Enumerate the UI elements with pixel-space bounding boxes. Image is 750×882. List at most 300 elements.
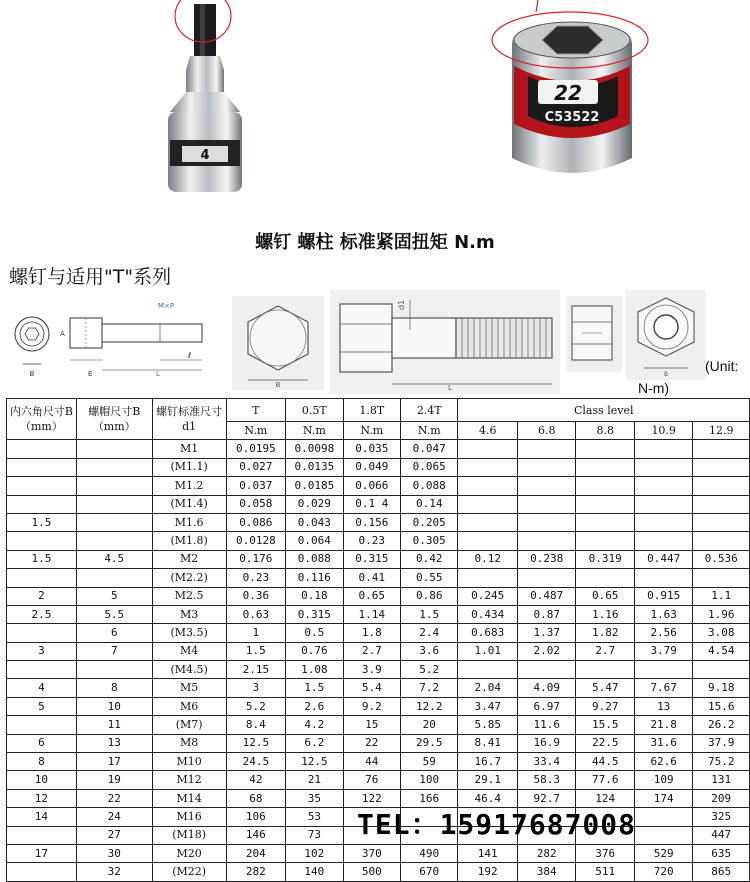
dim-d1-label: d1 [397,299,406,310]
highlight-circle-left [172,0,234,44]
table-cell [693,440,750,458]
table-cell: 2.6 [286,697,343,715]
table-cell: 2.15 [226,661,286,679]
table-cell [7,440,77,458]
table-cell [7,458,77,476]
table-cell [7,826,77,844]
unit-cell: N.m [343,422,400,440]
table-row [7,513,750,531]
table-cell: 24 [76,808,152,826]
table-row [7,605,750,623]
table-cell: 13 [76,734,152,752]
table-cell: 6 [76,624,152,642]
table-cell [7,624,77,642]
table-cell: 0.0195 [226,440,286,458]
table-cell [76,495,152,513]
table-cell: 1.5 [226,642,286,660]
table-cell: 0.065 [401,458,458,476]
table-cell: 7.67 [634,679,692,697]
table-cell [458,440,518,458]
table-cell [576,569,634,587]
table-cell: 4.5 [76,550,152,568]
table-row [7,477,750,495]
table-cell: 192 [458,863,518,881]
table-cell: 2.7 [576,642,634,660]
table-cell: 1.5 [7,550,77,568]
table-cell: 0.36 [226,587,286,605]
table-cell [576,477,634,495]
table-cell: 44.5 [576,753,634,771]
table-cell: 0.86 [401,587,458,605]
table-cell: M10 [152,753,226,771]
table-cell: 6 [7,734,77,752]
table-cell: M2 [152,550,226,568]
class-header: 10.9 [634,422,692,440]
table-cell: 1.1 [693,587,750,605]
table-cell [576,458,634,476]
dim-l-label: L [156,370,160,378]
table-cell: 2.7 [343,642,400,660]
table-cell: M1 [152,440,226,458]
table-cell [693,477,750,495]
table-cell: 0.5 [286,624,343,642]
table-cell: (M2.2) [152,569,226,587]
table-cell [517,532,575,550]
table-cell: 0.238 [517,550,575,568]
table-cell: 0.41 [343,569,400,587]
table-cell: 2.5 [7,605,77,623]
table-cell: 30 [76,844,152,862]
table-cell: 22.5 [576,734,634,752]
unit-cell: N.m [401,422,458,440]
table-cell: M4 [152,642,226,660]
table-cell: 0.315 [286,605,343,623]
table-cell: 3 [7,642,77,660]
header-1-8t: 1.8T [343,399,400,422]
table-cell [517,440,575,458]
table-cell: 122 [343,789,400,807]
table-cell: 635 [693,844,750,862]
table-cell [458,477,518,495]
table-cell: 670 [401,863,458,881]
table-row [7,753,750,771]
table-cell: 3.6 [401,642,458,660]
table-cell: 5.4 [343,679,400,697]
table-cell: 0.0185 [286,477,343,495]
table-cell: 73 [286,826,343,844]
table-cell: 3.08 [693,624,750,642]
table-cell: 1 [226,624,286,642]
table-cell: (M4.5) [152,661,226,679]
table-cell: 2 [7,587,77,605]
table-cell: 0.064 [286,532,343,550]
svg-text:B: B [275,381,281,389]
table-cell [458,495,518,513]
table-row [7,550,750,568]
table-cell [76,661,152,679]
table-cell [7,477,77,495]
series-subtitle: 螺钉与适用"T"系列 [9,266,172,288]
table-cell: 8 [76,679,152,697]
table-cell: 37.9 [693,734,750,752]
table-row [7,440,750,458]
table-row [7,697,750,715]
table-cell: 53 [286,808,343,826]
table-cell: 0.915 [634,587,692,605]
table-cell: 11 [76,716,152,734]
table-row [7,679,750,697]
table-cell: 0.87 [517,605,575,623]
table-cell: 1.01 [458,642,518,660]
table-cell [634,532,692,550]
table-cell: 0.037 [226,477,286,495]
table-cell: 59 [401,753,458,771]
table-cell: 75.2 [693,753,750,771]
table-cell: 21 [286,771,343,789]
table-cell: 15.5 [576,716,634,734]
table-cell: 131 [693,771,750,789]
table-cell: 3.79 [634,642,692,660]
table-cell: 92.7 [517,789,575,807]
table-cell: 282 [517,844,575,862]
table-cell [76,477,152,495]
table-cell [576,440,634,458]
table-cell: 0.23 [343,532,400,550]
table-cell: 2.56 [634,624,692,642]
class-header: 8.8 [576,422,634,440]
table-cell: 11.6 [517,716,575,734]
table-cell: 0.116 [286,569,343,587]
table-cell: 0.1 4 [343,495,400,513]
table-cell: 0.12 [458,550,518,568]
table-row [7,661,750,679]
table-cell: 24.5 [226,753,286,771]
table-cell [634,569,692,587]
table-row [7,771,750,789]
hex-head-top-view-diagram [232,296,324,390]
table-cell [517,513,575,531]
table-cell: 21.8 [634,716,692,734]
table-cell: M6 [152,697,226,715]
table-cell: 511 [576,863,634,881]
svg-text:B: B [663,371,669,378]
table-cell: 0.027 [226,458,286,476]
table-cell: 0.176 [226,550,286,568]
table-cell: M2.5 [152,587,226,605]
table-cell: 13 [634,697,692,715]
table-cell: 0.049 [343,458,400,476]
table-cell: 3.9 [343,661,400,679]
table-cell: 0.205 [401,513,458,531]
table-cell: 0.63 [226,605,286,623]
table-row [7,458,750,476]
table-cell: 5.47 [576,679,634,697]
table-cell: 325 [693,808,750,826]
table-cell [7,495,77,513]
table-cell: 0.066 [343,477,400,495]
table-cell [576,495,634,513]
table-cell: 174 [634,789,692,807]
unit-cell: N.m [286,422,343,440]
table-cell: 44 [343,753,400,771]
table-cell [458,513,518,531]
table-cell: 15.6 [693,697,750,715]
table-cell: 8 [7,753,77,771]
header-hex-socket-size: 内六角尺寸B（mm） [7,399,77,440]
table-row [7,863,750,881]
header-2-4t: 2.4T [401,399,458,422]
table-cell: 370 [343,844,400,862]
table-cell: 0.305 [401,532,458,550]
table-row [7,716,750,734]
table-cell: 0.76 [286,642,343,660]
table-cell [693,495,750,513]
table-cell: 12.5 [286,753,343,771]
table-cell: 209 [693,789,750,807]
table-cell [517,458,575,476]
table-cell: 7.2 [401,679,458,697]
dim-b-label: B [29,370,35,378]
table-cell: 1.14 [343,605,400,623]
table-cell [517,477,575,495]
table-cell: 0.043 [286,513,343,531]
table-cell: 32 [76,863,152,881]
table-cell [634,661,692,679]
table-cell: 4.2 [286,716,343,734]
table-cell [517,495,575,513]
table-cell [76,458,152,476]
table-cell: M1.2 [152,477,226,495]
table-cell: 10 [7,771,77,789]
table-cell: 8.41 [458,734,518,752]
table-cell: 0.245 [458,587,518,605]
table-cell: 0.23 [226,569,286,587]
table-cell: 5.2 [401,661,458,679]
table-cell: 6.97 [517,697,575,715]
table-cell: 1.8 [343,624,400,642]
table-cell: 31.6 [634,734,692,752]
table-cell: 0.319 [576,550,634,568]
hex-nut-top-view-diagram [626,290,706,380]
table-cell: 1.5 [286,679,343,697]
table-cell: 9.27 [576,697,634,715]
class-header: 4.6 [458,422,518,440]
table-cell: 22 [343,734,400,752]
table-row [7,532,750,550]
table-cell: M12 [152,771,226,789]
table-cell [634,458,692,476]
table-cell: (M22) [152,863,226,881]
table-cell: 68 [226,789,286,807]
table-cell: 376 [576,844,634,862]
unit-label: (Unit: [705,358,739,374]
table-cell [76,569,152,587]
table-cell: 0.55 [401,569,458,587]
table-cell: 27 [76,826,152,844]
table-cell: 1.96 [693,605,750,623]
table-cell: 0.047 [401,440,458,458]
table-cell: 0.42 [401,550,458,568]
table-cell: 26.2 [693,716,750,734]
hex-bolt-side-view-diagram [330,290,560,394]
table-cell: 720 [634,863,692,881]
table-cell: 0.088 [286,550,343,568]
table-cell: (M7) [152,716,226,734]
table-cell: 19 [76,771,152,789]
table-cell: 0.683 [458,624,518,642]
table-cell: 9.18 [693,679,750,697]
table-cell: 33.4 [517,753,575,771]
table-cell: (M1.1) [152,458,226,476]
table-cell: 0.0128 [226,532,286,550]
table-cell: 204 [226,844,286,862]
table-cell: 0.536 [693,550,750,568]
header-class-level: Class level [458,399,750,422]
table-cell: 865 [693,863,750,881]
table-cell: M5 [152,679,226,697]
table-cell: (M1.8) [152,532,226,550]
table-cell: 0.315 [343,550,400,568]
table-cell: 22 [76,789,152,807]
class-header: 12.9 [693,422,750,440]
table-cell [634,513,692,531]
table-cell [458,569,518,587]
table-cell: 77.6 [576,771,634,789]
table-cell [458,458,518,476]
table-cell: 0.0135 [286,458,343,476]
table-cell: 8.4 [226,716,286,734]
table-cell: 500 [343,863,400,881]
dim-mp-label: M×P [158,302,175,310]
header-screw-size: 螺钉标准尺寸d1 [152,399,226,440]
socket-size-label: 22 [554,81,582,105]
table-cell: 4.09 [517,679,575,697]
table-cell: 0.086 [226,513,286,531]
table-cell [693,458,750,476]
table-cell: 141 [458,844,518,862]
table-cell: 1.08 [286,661,343,679]
hex-nut-side-view-diagram [566,296,622,372]
table-cell: 140 [286,863,343,881]
table-cell: 146 [226,826,286,844]
table-cell: 447 [693,826,750,844]
table-cell [693,569,750,587]
table-cell: 16.7 [458,753,518,771]
table-cell [517,569,575,587]
table-cell: 2.04 [458,679,518,697]
table-cell: M14 [152,789,226,807]
table-cell: 3.47 [458,697,518,715]
table-cell: 1.5 [7,513,77,531]
table-cell: M8 [152,734,226,752]
table-cell [634,826,692,844]
table-cell: M3 [152,605,226,623]
table-cell [7,569,77,587]
table-cell: 0.029 [286,495,343,513]
table-cell [576,661,634,679]
dim-a-label: A [60,330,65,338]
table-cell: 100 [401,771,458,789]
class-header: 6.8 [517,422,575,440]
table-cell: 20 [401,716,458,734]
table-cell: 0.088 [401,477,458,495]
table-row [7,642,750,660]
table-cell: 166 [401,789,458,807]
table-cell [634,808,692,826]
table-cell: 5.85 [458,716,518,734]
unit-label-line2: N-m) [638,380,670,396]
table-cell: 58.3 [517,771,575,789]
table-cell [693,513,750,531]
header-row [7,399,750,422]
table-cell: 12.5 [226,734,286,752]
table-cell: 4.54 [693,642,750,660]
table-cell: 124 [576,789,634,807]
cap-screw-side-view-diagram [60,298,220,382]
table-cell: 5 [76,587,152,605]
table-cell: 29.1 [458,771,518,789]
table-cell: 35 [286,789,343,807]
table-cell [693,532,750,550]
table-cell: 10 [76,697,152,715]
table-cell: 0.14 [401,495,458,513]
table-row [7,587,750,605]
table-cell [517,661,575,679]
table-cell [576,532,634,550]
table-cell: 5 [7,697,77,715]
table-row [7,495,750,513]
table-cell [458,532,518,550]
table-cell: 2.02 [517,642,575,660]
table-cell: 17 [7,844,77,862]
table-cell: 0.0098 [286,440,343,458]
table-cell: 106 [226,808,286,826]
table-cell: 1.16 [576,605,634,623]
table-cell: 5.2 [226,697,286,715]
table-cell [634,440,692,458]
table-cell: M1.6 [152,513,226,531]
table-cell: 1.82 [576,624,634,642]
table-cell: 9.2 [343,697,400,715]
table-cell [576,513,634,531]
table-cell: (M3.5) [152,624,226,642]
table-cell: M20 [152,844,226,862]
table-cell: 102 [286,844,343,862]
table-cell: 4 [7,679,77,697]
table-cell [693,661,750,679]
table-row [7,734,750,752]
table-cell [76,532,152,550]
table-cell: 14 [7,808,77,826]
dim-e-label: E [88,370,93,378]
header-nut-size: 螺帽尺寸B（mm） [76,399,152,440]
page-title: 螺钉 螺柱 标准紧固扭矩 N.m [255,232,495,253]
dim-ell-label: ℓ [188,351,192,360]
table-cell: 0.447 [634,550,692,568]
table-cell: 0.65 [343,587,400,605]
table-row [7,569,750,587]
table-cell: (M1.4) [152,495,226,513]
header-t: T [226,399,286,422]
table-cell: 0.487 [517,587,575,605]
table-cell: 2.4 [401,624,458,642]
table-cell: 3 [226,679,286,697]
table-row [7,844,750,862]
svg-text:L: L [448,384,452,392]
table-cell: 5.5 [76,605,152,623]
table-cell: 0.058 [226,495,286,513]
table-cell: (M18) [152,826,226,844]
